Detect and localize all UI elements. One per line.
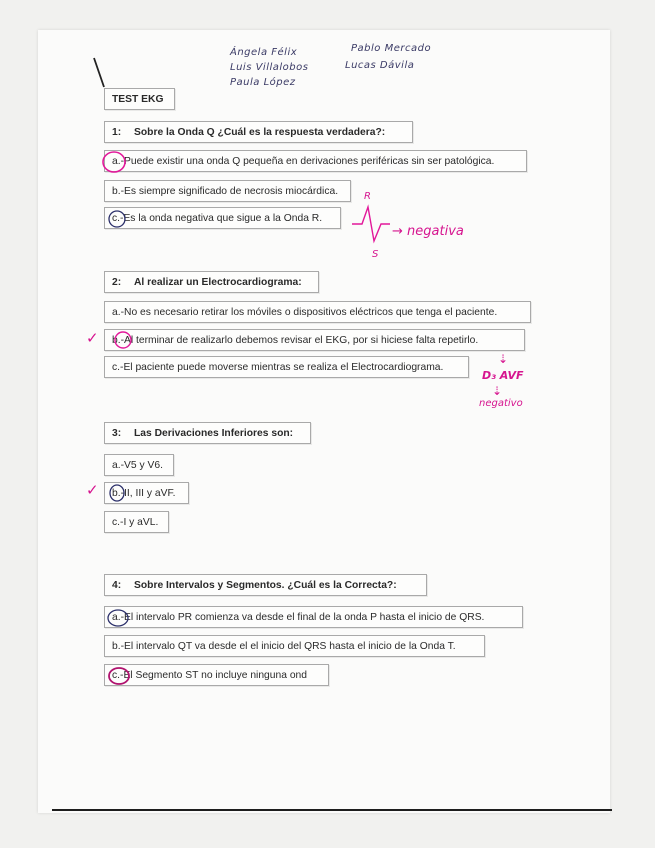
question-2-option-a[interactable]: a.-No es necesario retirar los móviles o dispositivos eléctricos que tenga el paciente.	[104, 301, 531, 323]
question-1-option-c[interactable]: c.-Es la onda negativa que sigue a la Onda R.	[104, 207, 341, 229]
checkmark-q2: ✓	[86, 329, 99, 347]
question-3-option-c[interactable]: c.-I y aVL.	[104, 511, 169, 533]
question-2-option-c[interactable]: c.-El paciente puede moverse mientras se realiza el Electrocardiograma.	[104, 356, 469, 378]
question-2-option-b[interactable]: b.-Al terminar de realizarlo debemos revisar el EKG, por si hiciese falta repetirlo.	[104, 329, 525, 351]
question-1-option-a[interactable]: a.-Puede existir una onda Q pequeña en derivaciones periféricas sin ser patológica.	[104, 150, 527, 172]
arrow-down-icon-2: ⇣	[492, 384, 503, 398]
question-3-header	[104, 422, 311, 444]
handwritten-name-2: Pablo Mercado	[351, 43, 432, 54]
question-4-text: Sobre Intervalos y Segmentos. ¿Cuál es la Correcta?:	[134, 579, 397, 591]
checkmark-q3: ✓	[86, 481, 99, 499]
handwritten-name-5: Paula López	[230, 77, 296, 88]
question-1-header	[104, 121, 413, 143]
question-2-text: Al realizar un Electrocardiograma:	[134, 276, 302, 288]
question-4-option-c[interactable]: c.-El Segmento ST no incluye ninguna ond	[104, 664, 329, 686]
question-1-option-b[interactable]: b.-Es siempre significado de necrosis miocárdica.	[104, 180, 351, 202]
annotation-leads: D₃ AVF	[482, 369, 524, 382]
annotation-s-label: S	[372, 249, 379, 260]
question-1-text: Sobre la Onda Q ¿Cuál es la respuesta verdadera?:	[134, 126, 386, 138]
question-2-number: 2:	[112, 276, 122, 288]
question-4-header	[104, 574, 427, 596]
question-1-number: 1:	[112, 126, 122, 138]
question-4-option-a[interactable]: a.-El intervalo PR comienza va desde el final de la onda P hasta el inicio de QRS.	[104, 606, 523, 628]
arrow-down-icon: ⇣	[498, 352, 509, 366]
annotation-negativa: → negativa	[392, 224, 464, 239]
handwritten-name-4: Lucas Dávila	[345, 60, 415, 71]
question-3-option-b[interactable]: b.-II, III y aVF.	[104, 482, 189, 504]
handwritten-name-1: Ángela Félix	[230, 47, 298, 58]
question-3-text: Las Derivaciones Inferiores son:	[134, 427, 294, 439]
question-4-option-b[interactable]: b.-El intervalo QT va desde el el inicio del QRS hasta el inicio de la Onda T.	[104, 635, 485, 657]
test-title: TEST EKG	[104, 88, 175, 110]
question-3-option-a[interactable]: a.-V5 y V6.	[104, 454, 174, 476]
question-3-number: 3:	[112, 427, 122, 439]
question-2-header	[104, 271, 319, 293]
question-4-number: 4:	[112, 579, 122, 591]
handwritten-name-3: Luis Villalobos	[230, 62, 309, 73]
annotation-negativo: negativo	[479, 398, 523, 409]
annotation-r-label: R	[364, 191, 371, 202]
